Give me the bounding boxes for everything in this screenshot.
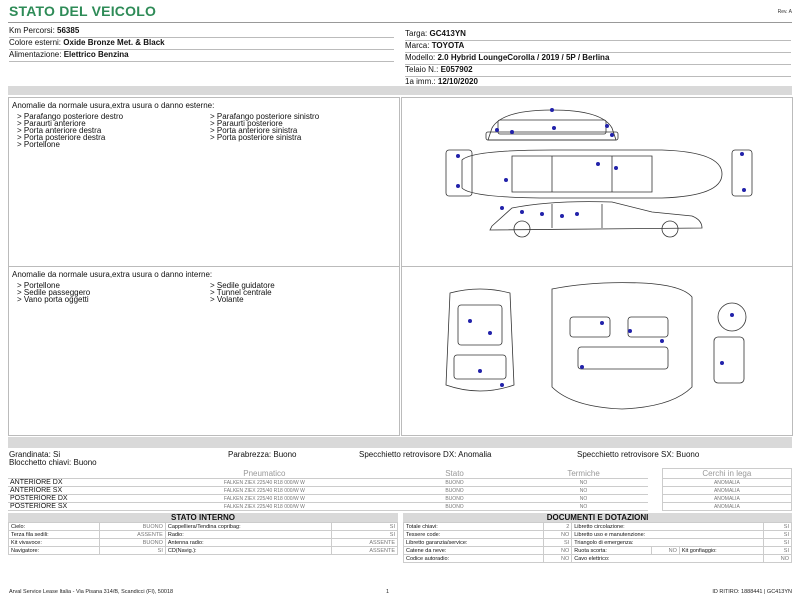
page-number: 1: [386, 589, 390, 595]
table-row: Totale chiavi: 2 Libretto circolazione: SI: [404, 523, 792, 531]
title-divider: [8, 22, 792, 23]
vehicle-info-right: [405, 29, 791, 89]
car-side-view: [490, 202, 702, 230]
internal-state-title: STATO INTERNO: [8, 513, 398, 522]
table-row: ANTERIORE SX FALKEN ZIEX 225/40 R18 000/W W BUONO NO ANOMALIA: [8, 487, 792, 495]
hail-status: Grandinata: Si: [9, 450, 61, 459]
internal-state-section: [8, 513, 398, 555]
footer-ritiro-id: ID RITIRO: 1888441 | GC413YN: [712, 589, 792, 595]
model-row: Modello: 2.0 Hybrid LoungeCorolla / 2019 / 5P / Berlina: [405, 53, 791, 65]
table-row: Tessere code: NO Libretto uso e manutenzione: SI: [404, 531, 792, 539]
list-item: > Tunnel centrale: [210, 288, 272, 297]
color-row: Colore esterni: Oxide Bronze Met. & Black: [9, 38, 394, 50]
windshield-status: Parabrezza: Buono: [228, 450, 297, 459]
list-item: > Porta posteriore destra: [17, 133, 106, 142]
table-row: Terza fila sedili: ASSENTE Radio: SI: [9, 531, 398, 539]
car-top-view: [462, 150, 722, 198]
list-item: > Porta posteriore sinistra: [210, 133, 302, 142]
list-item: > Portellone: [17, 281, 60, 290]
internal-state-table: [8, 522, 398, 555]
table-row: POSTERIORE DX FALKEN ZIEX 225/40 R18 000/W W BUONO NO ANOMALIA: [8, 495, 792, 503]
internal-damage-title: Anomalie da normale usura,extra usura o danno interne:: [12, 270, 213, 279]
tyres-header-row: [8, 469, 792, 479]
documents-section: [403, 513, 792, 563]
registration-row: 1a imm.: 12/10/2020: [405, 77, 791, 89]
table-row: ANTERIORE DX FALKEN ZIEX 225/40 R18 000/W W BUONO NO ANOMALIA: [8, 479, 792, 487]
tyres-header: Pneumatico: [139, 469, 391, 479]
rims-header: Cerchi in lega: [662, 469, 791, 479]
list-item: > Paraurti anteriore: [17, 119, 86, 128]
external-damage-list-2: [210, 113, 319, 141]
list-item: > Volante: [210, 295, 244, 304]
fuel-row: Alimentazione: Elettrico Benzina: [9, 50, 394, 62]
chassis-row: Telaio N.: E057902: [405, 65, 791, 77]
list-item: > Paraurti posteriore: [210, 119, 283, 128]
page-title: STATO DEL VEICOLO: [9, 3, 157, 19]
trunk-diagram: [440, 285, 520, 405]
internal-damage-panel: [8, 266, 400, 436]
tyres-table: [8, 468, 792, 511]
car-exterior-diagram: [402, 98, 792, 266]
external-damage-list-1: [17, 113, 123, 148]
external-diagram-panel: [401, 97, 793, 267]
external-damage-title: Anomalie da normale usura,extra usura o danno esterne:: [12, 101, 215, 110]
list-item: > Porta anteriore destra: [17, 126, 102, 135]
mirror-sx-status: Specchietto retrovisore SX: Buono: [577, 450, 700, 459]
table-row: Codice autoradio: NO Cavo elettrico: NO: [404, 555, 792, 563]
mirror-dx-status: Specchietto retrovisore DX: Anomalia: [359, 450, 492, 459]
external-damage-panel: [8, 97, 400, 267]
list-item: > Parafango posteriore sinistro: [210, 112, 320, 121]
table-row: Catene da neve: NO Ruota scorta: NO Kit gonfiaggio: SI: [404, 547, 792, 555]
list-item: > Parafango posteriore destro: [17, 112, 124, 121]
km-row: Km Percorsi: 56385: [9, 26, 394, 38]
list-item: > Vano porta oggetti: [17, 295, 89, 304]
summary-band: [8, 437, 792, 448]
list-item: > Sedile guidatore: [210, 281, 275, 290]
car-front-end-view: [732, 150, 752, 196]
key-block-status: Blocchetto chiavi: Buono: [9, 458, 97, 467]
list-item: > Portellone: [17, 140, 60, 149]
documents-table: [403, 522, 792, 563]
vehicle-info-left: [9, 26, 394, 62]
car-interior-diagram-left: [9, 267, 399, 435]
plate-row: Targa: GC413YN: [405, 29, 791, 41]
brand-row: Marca: TOYOTA: [405, 41, 791, 53]
table-row: Kit vivavoce: BUONO Antenna radio: ASSENTE: [9, 539, 398, 547]
cabin-view: [552, 283, 692, 409]
documents-title: DOCUMENTI E DOTAZIONI: [403, 513, 792, 522]
thermal-header: Termiche: [519, 469, 648, 479]
list-item: > Porta anteriore sinistra: [210, 126, 298, 135]
table-row: POSTERIORE SX FALKEN ZIEX 225/40 R18 000/W W BUONO NO ANOMALIA: [8, 503, 792, 511]
state-header: Stato: [390, 469, 519, 479]
car-front-view: [488, 110, 616, 140]
footer-address: Arval Service Lease Italia - Via Pisana 314/B, Scandicci (FI), 50018: [9, 589, 174, 595]
revision-label: Rev. A: [777, 9, 792, 15]
section-band: [8, 86, 792, 95]
table-row: Libretto garanzia/service: SI Triangolo di emergenza: SI: [404, 539, 792, 547]
table-row: Cielo: BUONO Cappelliera/Tendina copribag: SI: [9, 523, 398, 531]
list-item: > Sedile passeggero: [17, 288, 91, 297]
damage-dots-interior: [580, 313, 734, 369]
table-row: Navigatore: SI CD(Navig.): ASSENTE: [9, 547, 398, 555]
